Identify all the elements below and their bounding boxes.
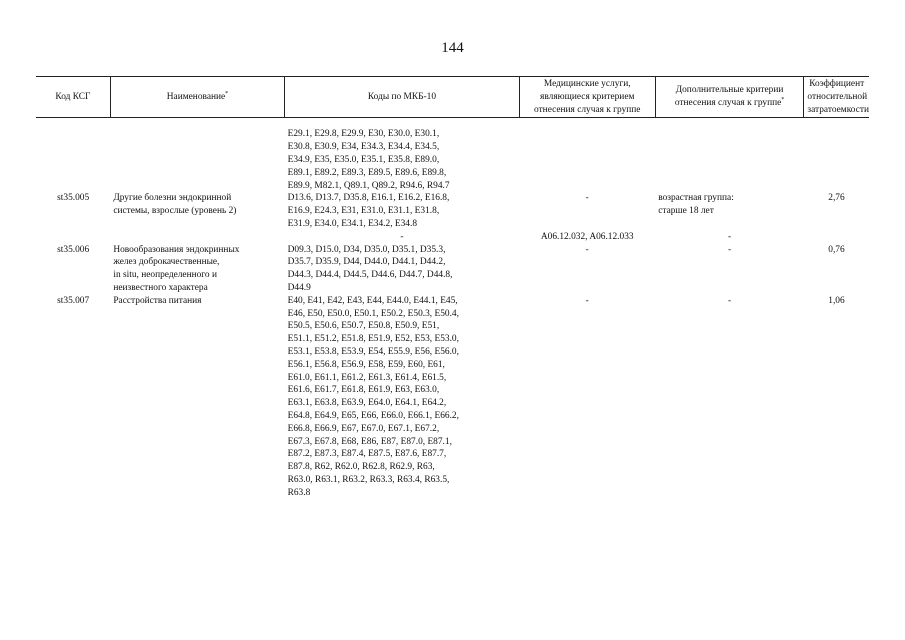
- header-criteria: Дополнительные критерии отнесения случая к группе*: [655, 77, 804, 118]
- cell-name: Другие болезни эндокринной системы, взрослые (уровень 2): [113, 193, 237, 217]
- cell-criteria: -: [727, 295, 732, 306]
- header-coefficient: Коэффициент относительной затратоемкости: [804, 77, 869, 118]
- cell-code: [36, 128, 110, 192]
- cell-icd-codes: -: [400, 231, 404, 242]
- header-services: Медицинские услуги, являющиеся критерием отнесения случая к группе: [519, 77, 655, 118]
- cell-criteria: возрастная группа: старше 18 лет: [658, 193, 734, 217]
- cell-icd-codes: D13.6, D13.7, D35.8, E16.1, E16.2, E16.8, E16.9, E24.3, E31, E31.0, E31.1, E31.8, E31.9, E34.0, E34.1, E34.2, E34.8: [287, 193, 450, 229]
- cell-code: st35.007: [57, 295, 90, 306]
- header-name: Наименование*: [110, 77, 284, 118]
- header-icd: Коды по МКБ-10: [285, 77, 520, 118]
- footnote-marker: *: [225, 90, 229, 97]
- cell-coefficient: 2,76: [828, 193, 845, 204]
- cell-services: -: [585, 244, 589, 255]
- cell-icd-codes: E29.1, E29.8, E29.9, E30, E30.0, E30.1, E30.8, E30.9, E34, E34.3, E34.4, E34.5, E34.9, E35, E35.0, E35.1, E35.8, E89.0, E89.1, E89.2, E89.3, E89.5, E89.6, E89.8, E89.9, M82.1, Q89.1, Q89.2, R94.6, R94.7: [287, 129, 450, 191]
- cell-name: Новообразования эндокринных желез доброкачественные, in situ, неопределенного и неизвестного характера: [113, 244, 240, 293]
- table-row: [36, 231, 869, 244]
- table-header: [36, 77, 869, 118]
- ksg-table: [36, 76, 869, 500]
- cell-coefficient: [804, 128, 869, 192]
- cell-services: -: [585, 193, 589, 204]
- cell-icd-codes: D09.3, D15.0, D34, D35.0, D35.1, D35.3, D35.7, D35.9, D44, D44.0, D44.1, D44.2, D44.3, D44.4, D44.5, D44.6, D44.7, D44.8, D44.9: [287, 244, 453, 293]
- page-number: 144: [441, 40, 464, 56]
- cell-coefficient: 1,06: [828, 295, 845, 306]
- cell-icd-codes: E40, E41, E42, E43, E44, E44.0, E44.1, E45, E46, E50, E50.0, E50.1, E50.2, E50.3, E50.4, E50.5, E50.6, E50.7, E50.8, E50.9, E51, E51.1, E51.2, E51.8, E51.9, E52, E53, E53.0, E53.1, E53.8, E53.9, E54, E55.9, E56, E56.0, E56.1, E56.8, E56.9, E58, E59, E60, E61, E61.0, E61.1, E61.2, E61.3, E61.4, E61.5, E61.6, E61.7, E61.8, E61.9, E63, E63.0, E63.1, E63.8, E63.9, E64.0, E64.1, E64.2, E64.8, E64.9, E65, E66, E66.0, E66.1, E66.2, E66.8, E66.9, E67, E67.0, E67.1, E67.2, E67.3, E67.8, E68, E86, E87, E87.0, E87.1, E87.2, E87.3, E87.4, E87.5, E87.6, E87.7, E87.8, R62, R62.0, R62.8, R62.9, R63, R63.0, R63.1, R63.2, R63.3, R63.4, R63.5, R63.8: [287, 295, 459, 498]
- cell-criteria: -: [727, 231, 732, 242]
- cell-coefficient: [804, 231, 869, 244]
- footnote-marker: *: [781, 97, 785, 104]
- cell-criteria: [655, 128, 804, 192]
- table-row: [36, 244, 869, 295]
- cell-name: Расстройства питания: [113, 295, 202, 306]
- cell-code: [36, 231, 110, 244]
- cell-services: -: [585, 295, 589, 306]
- cell-name: [110, 128, 284, 192]
- table-row: [36, 128, 869, 192]
- cell-criteria: -: [727, 244, 732, 255]
- cell-services: A06.12.032, A06.12.033: [540, 231, 634, 242]
- header-code: Код КСГ: [36, 77, 110, 118]
- cell-name: [110, 231, 284, 244]
- cell-services: [519, 128, 655, 192]
- table-row: [36, 192, 869, 230]
- cell-coefficient: 0,76: [828, 244, 845, 255]
- cell-code: st35.006: [57, 244, 90, 255]
- cell-code: st35.005: [57, 193, 90, 204]
- table-row: [36, 295, 869, 500]
